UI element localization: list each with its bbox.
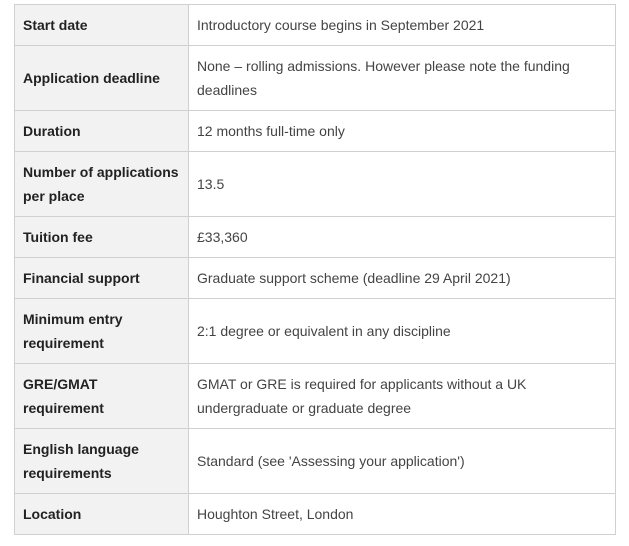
row-value: 13.5 — [189, 152, 616, 217]
row-label: Application deadline — [15, 46, 189, 111]
row-label: Start date — [15, 5, 189, 46]
row-label: Financial support — [15, 258, 189, 299]
row-value: 2:1 degree or equivalent in any discipline — [189, 299, 616, 364]
row-value: Graduate support scheme (deadline 29 April 2021) — [189, 258, 616, 299]
table-row-gre-gmat — [15, 364, 616, 429]
table-row-english-language — [15, 429, 616, 494]
row-label: Number of applications per place — [15, 152, 189, 217]
row-label: Location — [15, 494, 189, 535]
table-row-minimum-entry — [15, 299, 616, 364]
table-row-duration — [15, 111, 616, 152]
row-value: Houghton Street, London — [189, 494, 616, 535]
table-row-application-deadline — [15, 46, 616, 111]
row-value: Standard (see 'Assessing your application') — [189, 429, 616, 494]
table-row-start-date — [15, 5, 616, 46]
table-row-location — [15, 494, 616, 535]
row-label: English language requirements — [15, 429, 189, 494]
row-value: None – rolling admissions. However please note the funding deadlines — [189, 46, 616, 111]
row-label: GRE/GMAT requirement — [15, 364, 189, 429]
row-value: £33,360 — [189, 217, 616, 258]
row-label: Tuition fee — [15, 217, 189, 258]
table-row-tuition-fee — [15, 217, 616, 258]
row-label: Duration — [15, 111, 189, 152]
row-label: Minimum entry requirement — [15, 299, 189, 364]
row-value: Introductory course begins in September 2021 — [189, 5, 616, 46]
table-row-financial-support — [15, 258, 616, 299]
table-row-applications-per-place — [15, 152, 616, 217]
row-value: GMAT or GRE is required for applicants without a UK undergraduate or graduate degree — [189, 364, 616, 429]
row-value: 12 months full-time only — [189, 111, 616, 152]
programme-info-table — [14, 4, 616, 535]
